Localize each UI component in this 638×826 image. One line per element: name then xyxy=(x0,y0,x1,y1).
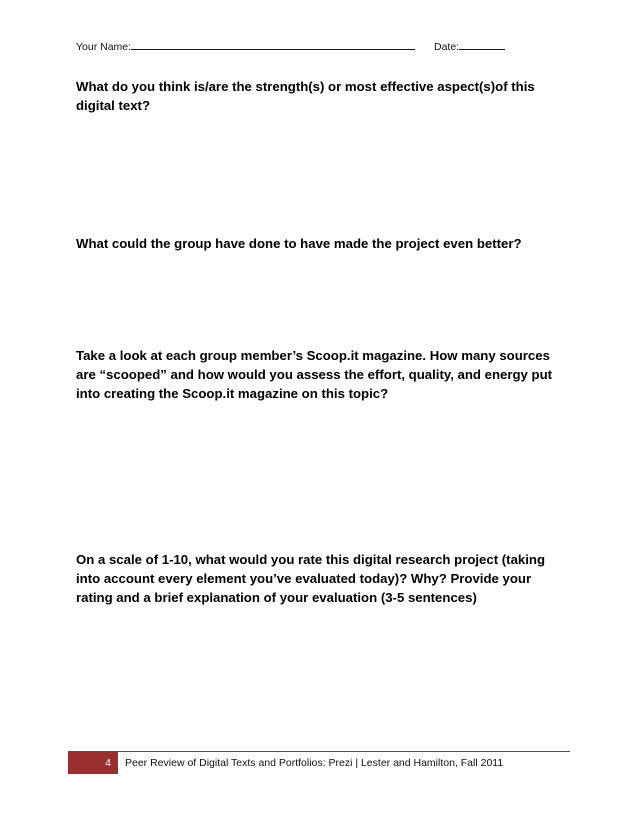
question-strengths: What do you think is/are the strength(s) or most effective aspect(s)of this digital text? xyxy=(76,79,535,113)
name-field[interactable] xyxy=(131,39,415,50)
footer-text: Peer Review of Digital Texts and Portfolios: Prezi | Lester and Hamilton, Fall 2011 xyxy=(125,757,504,769)
date-label: Date: xyxy=(433,41,460,53)
question-scoopit: Take a look at each group member’s Scoop.it magazine. How many sources are “scooped” and how would you assess the effort, quality, and energy put into creating the Scoop.it magazine on this topic? xyxy=(76,348,553,401)
question-rating: On a scale of 1-10, what would you rate this digital research project (taking into account every element you’ve evaluated today)? Why? Provide your rating and a brief explanation of your evaluation (3-5 sentences) xyxy=(76,552,546,605)
question-improvements: What could the group have done to have made the project even better? xyxy=(76,236,522,251)
name-label: Your Name: xyxy=(76,41,132,53)
page-header xyxy=(76,39,505,53)
footer-page-number: 4 xyxy=(68,752,118,774)
date-field[interactable] xyxy=(459,39,505,50)
